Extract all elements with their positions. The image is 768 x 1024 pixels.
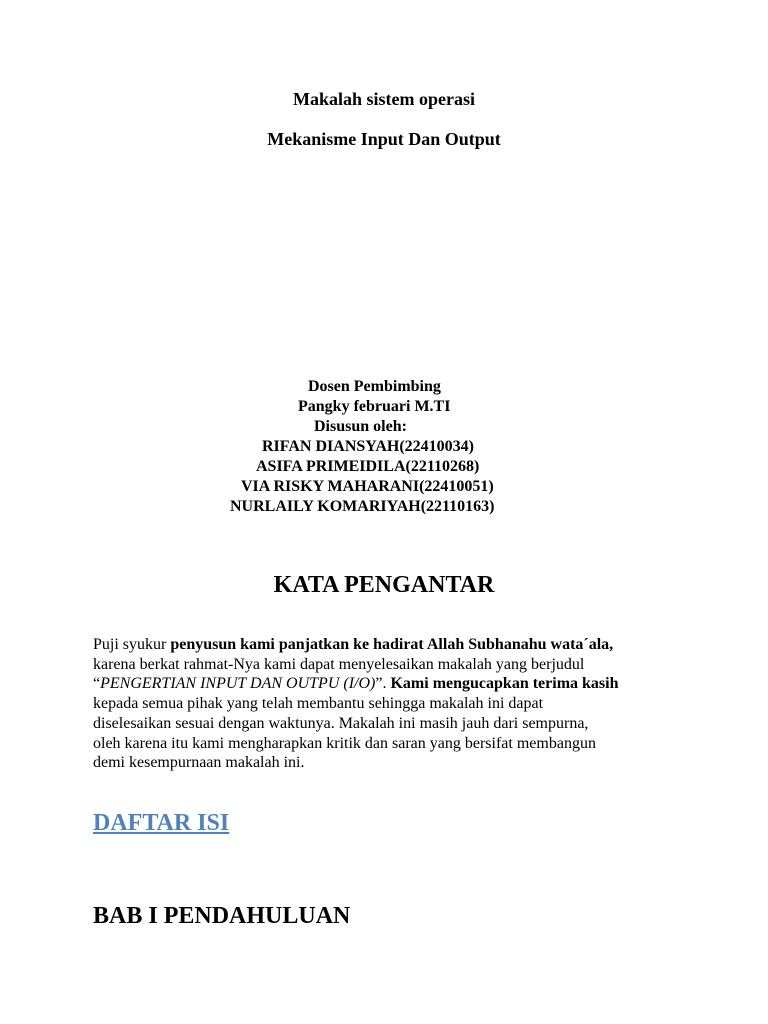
quote-close: ”. <box>375 675 391 693</box>
supervisor-name: Pangky februari M.TI <box>298 398 451 415</box>
author-item: NURLAILY KOMARIYAH(22110163) <box>230 498 495 515</box>
author-item: ASIFA PRIMEIDILA(22110268) <box>256 458 480 475</box>
paragraph-line: kepada semua pihak yang telah membantu sehingga makalah ini dapat <box>93 695 544 713</box>
paragraph-bold-text: Kami mengucapkan terima kasih <box>390 675 619 693</box>
paragraph-bold-text: penyusun kami panjatkan ke hadirat Allah Subhanahu wata´ala, <box>170 636 614 653</box>
paper-title-italic: PENGERTIAN INPUT DAN OUTPU (I/O) <box>100 675 376 693</box>
quote-open: “ <box>93 675 101 693</box>
paragraph-line: oleh karena itu kami mengharapkan kritik dan saran yang bersifat membangun <box>93 734 596 752</box>
supervisor-label: Dosen Pembimbing <box>308 378 441 395</box>
paragraph-text: Puji syukur <box>93 636 171 653</box>
paragraph-line: demi kesempurnaan makalah ini. <box>93 754 305 772</box>
author-item: VIA RISKY MAHARANI(22410051) <box>241 478 494 495</box>
paragraph-line: karena berkat rahmat-Nya kami dapat menyelesaikan makalah yang berjudul <box>93 655 585 673</box>
preface-heading: KATA PENGANTAR <box>273 572 495 598</box>
document-subtitle: Mekanisme Input Dan Output <box>267 129 501 149</box>
preface-paragraph <box>93 635 683 773</box>
paragraph-line: diselesaikan sesuai dengan waktunya. Makalah ini masih jauh dari sempurna, <box>93 714 589 732</box>
paragraph-line <box>93 674 683 694</box>
authors-label: Disusun oleh: <box>314 418 407 435</box>
chapter-heading: BAB I PENDAHULUAN <box>93 903 351 929</box>
paragraph-line <box>93 635 683 655</box>
credits-block <box>0 377 768 517</box>
author-item: RIFAN DIANSYAH(22410034) <box>262 438 475 455</box>
document-title: Makalah sistem operasi <box>293 89 475 109</box>
toc-link[interactable]: DAFTAR ISI <box>93 810 230 836</box>
